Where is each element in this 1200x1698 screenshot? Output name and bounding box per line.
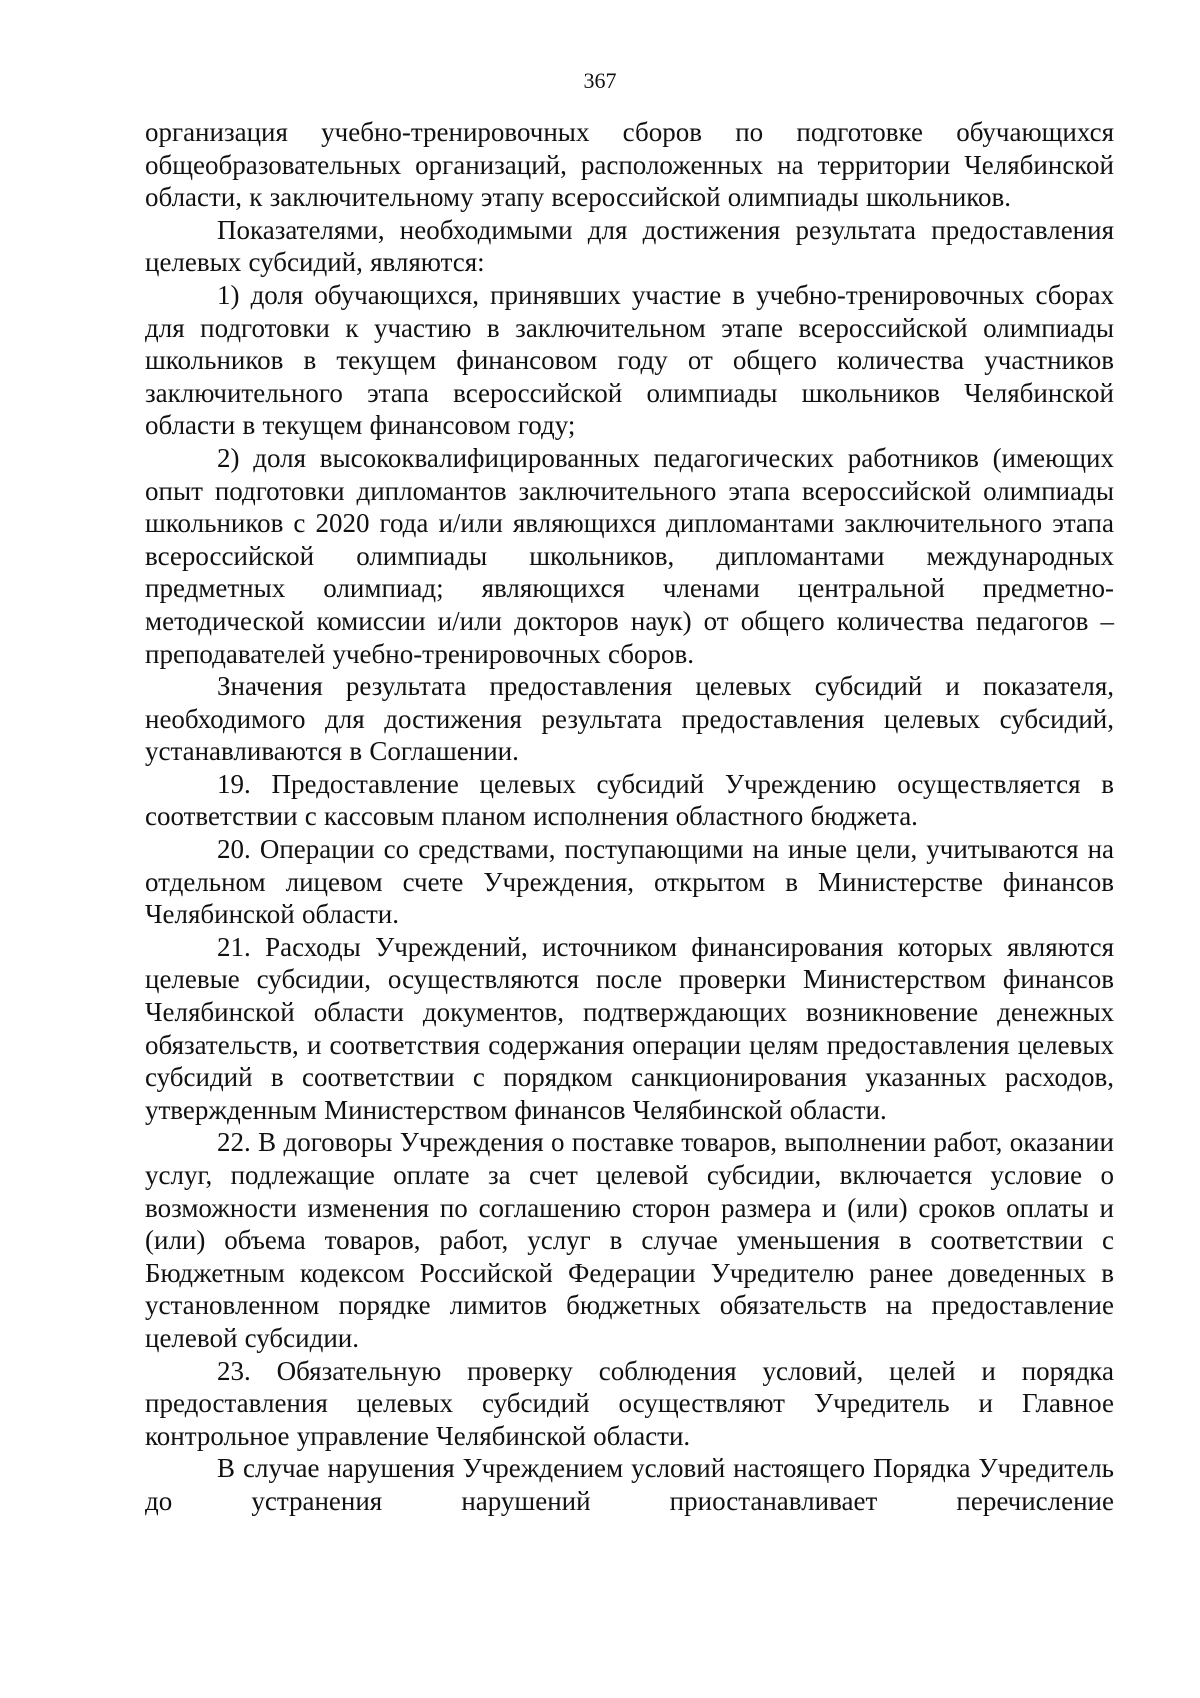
paragraph-clause-23: 23. Обязательную проверку соблюдения условий, целей и порядка предоставления целевых субсидий осуществляют Учредитель и Главное контрольное управление Челябинской области.	[145, 1355, 1114, 1451]
paragraph-clause-20: 20. Операции со средствами, поступающими на иные цели, учитываются на отдельном лицевом счете Учреждения, открытом в Министерстве финансов Челябинской области.	[145, 834, 1114, 930]
paragraph-indicator-2: 2) доля высококвалифицированных педагогических работников (имеющих опыт подготовки дипломантов заключительного этапа всероссийской олимпиады школьников с 2020 года и/или являющихся дипломантами заключительного этапа всероссийской олимпиады школьников, дипломантами международных предметных олимпиад; являющихся членами центральной предметно-методической комиссии и/или докторов наук) от общего количества педагогов – преподавателей учебно-тренировочных сборов.	[145, 442, 1114, 669]
paragraph-olympiad-event: организация учебно-тренировочных сборов по подготовке обучающихся общеобразовательных организаций, расположенных на территории Челябинской области, к заключительному этапу всероссийской олимпиады школьников.	[145, 117, 1114, 213]
paragraph-indicator-values: Значения результата предоставления целевых субсидий и показателя, необходимого для достижения результата предоставления целевых субсидий, устанавливаются в Соглашении.	[145, 671, 1114, 767]
paragraph-indicator-1: 1) доля обучающихся, принявших участие в учебно-тренировочных сборах для подготовки к участию в заключительном этапе всероссийской олимпиады школьников в текущем финансовом году от общего количества участников заключительного этапа всероссийской олимпиады школьников Челябинской области в текущем финансовом году;	[145, 279, 1114, 441]
paragraph-indicators-intro: Показателями, необходимыми для достижения результата предоставления целевых субсидий, являются:	[145, 214, 1114, 278]
paragraph-clause-22: 22. В договоры Учреждения о поставке товаров, выполнении работ, оказании услуг, подлежащие оплате за счет целевой субсидии, включается условие о возможности изменения по соглашению сторон размера и (или) сроков оплаты и (или) объема товаров, работ, услуг в случае уменьшения в соответствии с Бюджетным кодексом Российской Федерации Учредителю ранее доведенных в установленном порядке лимитов бюджетных обязательств на предоставление целевой субсидии.	[145, 1127, 1114, 1353]
document-body	[145, 116, 1114, 1518]
paragraph-clause-19: 19. Предоставление целевых субсидий Учреждению осуществляется в соответствии с кассовым планом исполнения областного бюджета.	[145, 768, 1114, 832]
paragraph-violation: В случае нарушения Учреждением условий настоящего Порядка Учредитель до устранения нарушений приостанавливает перечисление	[145, 1453, 1114, 1516]
page-number: 367	[583, 68, 617, 93]
paragraph-clause-21: 21. Расходы Учреждений, источником финансирования которых являются целевые субсидии, осуществляются после проверки Министерством финансов Челябинской области документов, подтверждающих возникновение денежных обязательств, и соответствия содержания операции целям предоставления целевых субсидий в соответствии с порядком санкционирования указанных расходов, утвержденным Министерством финансов Челябинской области.	[145, 931, 1114, 1125]
